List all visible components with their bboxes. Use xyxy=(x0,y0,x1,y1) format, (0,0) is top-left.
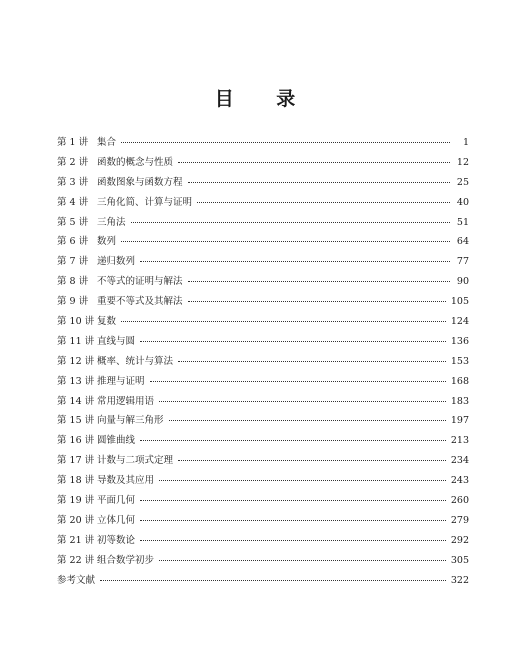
page-number: 51 xyxy=(456,216,469,228)
toc-entry[interactable] xyxy=(57,316,469,336)
toc-entry[interactable] xyxy=(57,415,469,435)
toc-entry[interactable] xyxy=(57,475,469,495)
page-number: 168 xyxy=(450,375,469,387)
dot-leader xyxy=(140,440,446,441)
entry-title: 三角法 xyxy=(97,216,126,228)
page-number: 243 xyxy=(450,475,469,487)
lecture-number: 第 5 讲 xyxy=(57,216,89,228)
entry-title: 递归数列 xyxy=(97,256,136,268)
lecture-number: 第 7 讲 xyxy=(57,256,89,268)
lecture-number: 第 8 讲 xyxy=(57,276,89,288)
dot-leader xyxy=(140,261,450,262)
toc-entry[interactable] xyxy=(57,256,469,276)
page-number: 25 xyxy=(456,176,469,188)
lecture-number: 第 19 讲 xyxy=(57,495,95,507)
lecture-number: 第 18 讲 xyxy=(57,475,95,487)
entry-title: 圆锥曲线 xyxy=(97,435,136,447)
entry-title: 立体几何 xyxy=(97,514,136,526)
page-number: 90 xyxy=(456,276,469,288)
entry-title: 平面几何 xyxy=(97,495,136,507)
dot-leader xyxy=(100,580,446,581)
dot-leader xyxy=(178,460,446,461)
lecture-number: 第 6 讲 xyxy=(57,236,89,248)
toc-entry[interactable] xyxy=(57,137,469,157)
toc-entry[interactable] xyxy=(57,356,469,376)
toc-entry[interactable] xyxy=(57,495,469,515)
toc-entry[interactable] xyxy=(57,455,469,475)
page-number: 183 xyxy=(450,395,469,407)
dot-leader xyxy=(159,480,446,481)
toc-entry[interactable] xyxy=(57,157,469,177)
toc-entry[interactable] xyxy=(57,515,469,535)
entry-title: 常用逻辑用语 xyxy=(97,395,155,407)
entry-title: 复数 xyxy=(97,316,117,328)
toc-entry[interactable] xyxy=(57,376,469,396)
page-number: 124 xyxy=(450,316,469,328)
lecture-number: 第 22 讲 xyxy=(57,554,95,566)
page-number: 234 xyxy=(450,455,469,467)
dot-leader xyxy=(159,560,446,561)
lecture-number: 第 16 讲 xyxy=(57,435,95,447)
dot-leader xyxy=(121,142,450,143)
entry-title: 初等数论 xyxy=(97,534,136,546)
dot-leader xyxy=(121,241,450,242)
entry-title: 三角化简、计算与证明 xyxy=(97,196,193,208)
toc-entry[interactable] xyxy=(57,197,469,217)
toc-entry[interactable] xyxy=(57,296,469,316)
page-number: 40 xyxy=(456,196,469,208)
toc-entry[interactable] xyxy=(57,177,469,197)
page-title: 目 录 xyxy=(214,88,314,110)
entry-title: 推理与证明 xyxy=(97,375,145,387)
entry-title: 不等式的证明与解法 xyxy=(97,276,183,288)
page-number: 64 xyxy=(456,236,469,248)
dot-leader xyxy=(150,381,446,382)
lecture-number: 第 3 讲 xyxy=(57,176,89,188)
lecture-number: 第 21 讲 xyxy=(57,534,95,546)
dot-leader xyxy=(140,341,446,342)
lecture-number: 第 4 讲 xyxy=(57,196,89,208)
toc-entry[interactable] xyxy=(57,435,469,455)
page-number: 279 xyxy=(450,514,469,526)
page-number: 260 xyxy=(450,495,469,507)
lecture-number: 第 11 讲 xyxy=(57,335,95,347)
entry-title: 参考文献 xyxy=(57,574,96,586)
dot-leader xyxy=(140,540,446,541)
lecture-number: 第 15 讲 xyxy=(57,415,95,427)
dot-leader xyxy=(197,202,450,203)
lecture-number: 第 20 讲 xyxy=(57,514,95,526)
lecture-number: 第 12 讲 xyxy=(57,355,95,367)
entry-title: 集合 xyxy=(97,137,117,148)
dot-leader xyxy=(178,162,450,163)
page-number: 292 xyxy=(450,534,469,546)
dot-leader xyxy=(188,301,446,302)
entry-title: 重要不等式及其解法 xyxy=(97,296,183,308)
page-number: 153 xyxy=(450,355,469,367)
page-number: 105 xyxy=(450,296,469,308)
lecture-number: 第 9 讲 xyxy=(57,296,89,308)
lecture-number: 第 13 讲 xyxy=(57,375,95,387)
entry-title: 向量与解三角形 xyxy=(97,415,164,427)
page-number: 197 xyxy=(450,415,469,427)
entry-title: 函数的概念与性质 xyxy=(97,156,174,168)
toc-entry[interactable] xyxy=(57,535,469,555)
lecture-number: 第 17 讲 xyxy=(57,455,95,467)
entry-title: 导数及其应用 xyxy=(97,475,155,487)
entry-title: 直线与圆 xyxy=(97,335,136,347)
toc-entry[interactable] xyxy=(57,276,469,296)
lecture-number: 第 14 讲 xyxy=(57,395,95,407)
dot-leader xyxy=(188,182,450,183)
dot-leader xyxy=(169,420,446,421)
toc-entry[interactable] xyxy=(57,555,469,575)
lecture-number: 第 2 讲 xyxy=(57,156,89,168)
dot-leader xyxy=(131,222,450,223)
entry-title: 组合数学初步 xyxy=(97,554,155,566)
dot-leader xyxy=(140,500,446,501)
page-number: 305 xyxy=(450,554,469,566)
dot-leader xyxy=(159,401,446,402)
lecture-number: 第 1 讲 xyxy=(57,137,89,148)
page-number: 322 xyxy=(450,574,469,586)
page-number: 213 xyxy=(450,435,469,447)
table-of-contents xyxy=(57,137,469,594)
entry-title: 数列 xyxy=(97,236,117,248)
entry-title: 函数图象与函数方程 xyxy=(97,176,183,188)
page-number: 12 xyxy=(456,156,469,168)
toc-entry[interactable] xyxy=(57,336,469,356)
page-number: 77 xyxy=(456,256,469,268)
entry-title: 计数与二项式定理 xyxy=(97,455,174,467)
toc-entry[interactable] xyxy=(57,236,469,256)
dot-leader xyxy=(121,321,446,322)
dot-leader xyxy=(188,281,450,282)
dot-leader xyxy=(178,361,446,362)
toc-entry-references[interactable] xyxy=(57,575,469,595)
entry-title: 概率、统计与算法 xyxy=(97,355,174,367)
lecture-number: 第 10 讲 xyxy=(57,316,95,328)
page-number: 1 xyxy=(462,137,469,148)
toc-entry[interactable] xyxy=(57,396,469,416)
page-number: 136 xyxy=(450,335,469,347)
dot-leader xyxy=(140,520,446,521)
toc-entry[interactable] xyxy=(57,217,469,237)
